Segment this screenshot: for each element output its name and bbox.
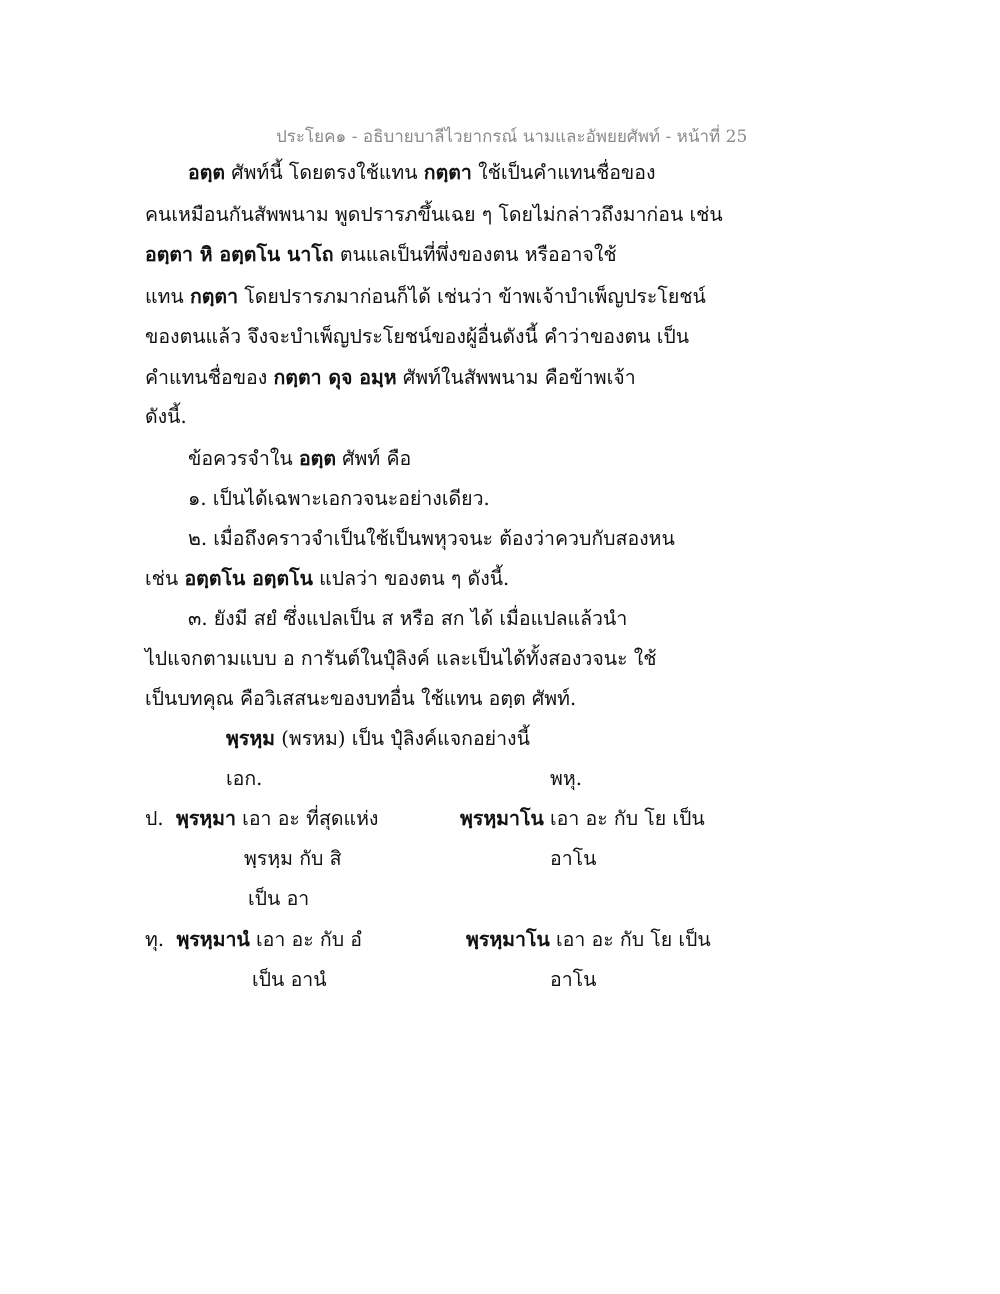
note-item-2: ๒. เมื่อถึงคราวจำเป็นใช้เป็นพหุวจนะ ต้องว่าควบกับสองหน <box>188 527 675 550</box>
declined-form: พฺรหฺมาโน <box>460 807 544 830</box>
pali-term: กตฺตา ดุจ อมฺห <box>273 366 397 389</box>
column-header-singular: เอก. <box>226 767 263 790</box>
note-item-3-cont: เป็นบทคุณ คือวิเสสนะของบทอื่น ใช้แทน อตฺต ศัพท์. <box>145 687 577 710</box>
declined-form: พฺรหฺมาโน <box>466 928 550 951</box>
declined-form: พฺรหฺมานํ <box>176 928 250 951</box>
paragraph-line: คำแทนชื่อของ กตฺตา ดุจ อมฺห ศัพท์ในสัพพนาม คือข้าพเจ้า <box>145 366 636 389</box>
note-item-3-cont: ไปแจกตามแบบ อ การันต์ในปุํลิงค์ และเป็นได้ทั้งสองวจนะ ใช้ <box>145 647 657 670</box>
paragraph-line: อตฺตา หิ อตฺตโน นาโถ ตนแลเป็นที่พึ่งของตน หรืออาจใช้ <box>145 243 617 266</box>
paragraph-line: ดังนี้. <box>145 405 187 428</box>
paragraph-line: ของตนแล้ว จึงจะบำเพ็ญประโยชน์ของผู้อื่นดังนี้ คำว่าของตน เป็น <box>145 325 690 348</box>
rule-text: พฺรหฺม กับ สิ <box>244 847 342 870</box>
pali-term: พฺรหฺม <box>226 727 276 750</box>
pali-term: อตฺตโน อตฺตโน <box>184 567 313 590</box>
case-label: ป. พฺรหฺมา เอา อะ ที่สุดแห่ง <box>145 807 379 830</box>
note-item-1: ๑. เป็นได้เฉพาะเอกวจนะอย่างเดียว. <box>188 487 490 510</box>
pali-term: อตฺต <box>188 161 226 184</box>
declension-intro: พฺรหฺม (พรหม) เป็น ปุํลิงค์แจกอย่างนี้ <box>226 727 530 750</box>
paragraph-line: อตฺต ศัพท์นี้ โดยตรงใช้แทน กตฺตา ใช้เป็นคำแทนชื่อของ <box>188 161 656 184</box>
paragraph-line: แทน กตฺตา โดยปรารภมาก่อนก็ได้ เช่นว่า ข้าพเจ้าบำเพ็ญประโยชน์ <box>145 285 706 308</box>
pali-term: กตฺตา <box>189 285 239 308</box>
page-header: ประโยค๑ - อธิบายบาลีไวยากรณ์ นามและอัพยยศัพท์ - หน้าที่ 25 <box>276 127 748 147</box>
case-label: ทุ. พฺรหฺมานํ เอา อะ กับ อํ <box>145 928 362 951</box>
note-item-3: ๓. ยังมี สยํ ซึ่งแปลเป็น ส หรือ สก ได้ เมื่อแปลแล้วนำ <box>188 607 628 630</box>
rule-text: เป็น อา <box>248 887 310 910</box>
note-item-2-cont: เช่น อตฺตโน อตฺตโน แปลว่า ของตน ๆ ดังนี้. <box>145 567 510 590</box>
pali-term: อตฺตา หิ อตฺตโน นาโถ <box>145 243 334 266</box>
plural-form: พฺรหฺมาโน เอา อะ กับ โย เป็น <box>460 807 705 830</box>
rule-text: อาโน <box>550 968 597 991</box>
rule-text: อาโน <box>550 847 597 870</box>
pali-term: กตฺตา <box>423 161 472 184</box>
column-header-plural: พหุ. <box>550 767 582 790</box>
declined-form: พฺรหฺมา <box>175 807 236 830</box>
pali-term: อตฺต <box>298 447 336 470</box>
plural-form: พฺรหฺมาโน เอา อะ กับ โย เป็น <box>466 928 711 951</box>
notes-intro: ข้อควรจำใน อตฺต ศัพท์ คือ <box>188 447 412 470</box>
paragraph-line: คนเหมือนกันสัพพนาม พูดปรารภขึ้นเฉย ๆ โดยไม่กล่าวถึงมาก่อน เช่น <box>145 203 723 226</box>
rule-text: เป็น อานํ <box>252 968 327 991</box>
